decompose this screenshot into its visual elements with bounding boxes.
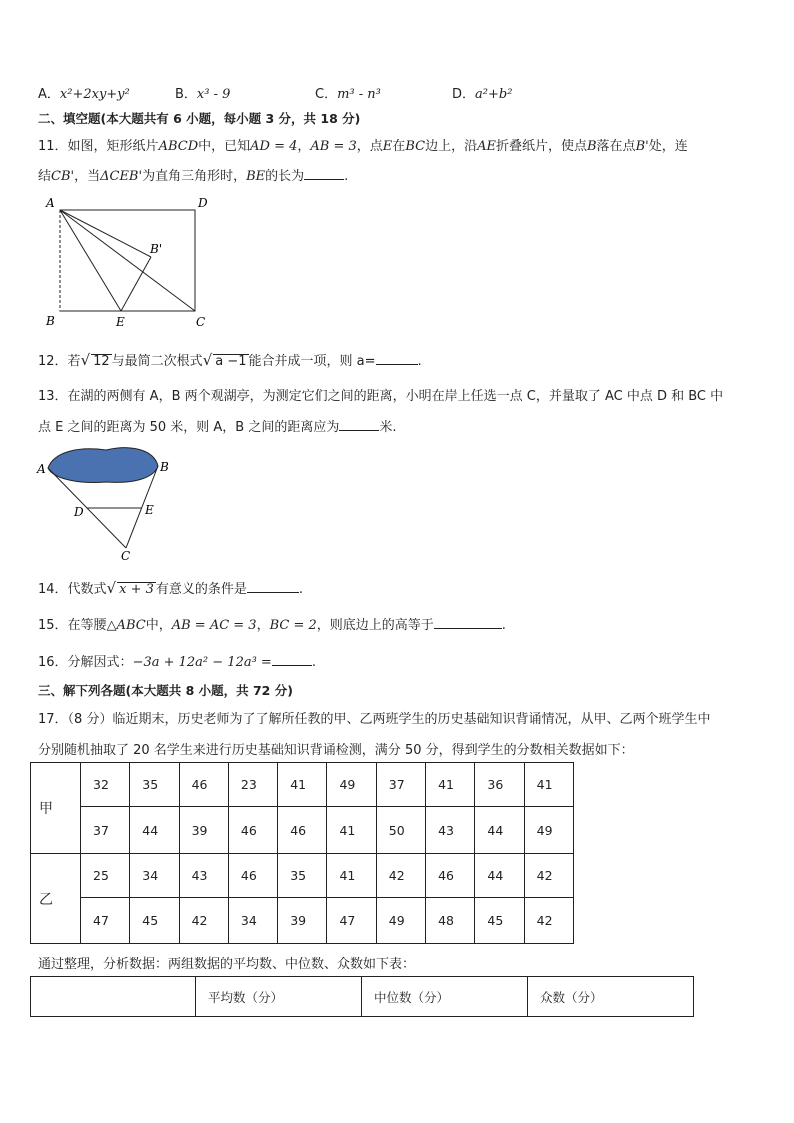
text: .: [311, 655, 316, 670]
text: 若: [67, 354, 81, 369]
score-cell: 39: [179, 807, 228, 854]
math: BE: [246, 169, 266, 184]
score-cell: 41: [327, 807, 376, 854]
lake-figure: [36, 440, 176, 565]
score-cell: 41: [327, 854, 376, 898]
score-cell: 47: [327, 898, 376, 944]
question-12: [38, 350, 422, 369]
math: AB = AC = 3: [171, 618, 257, 633]
option-a: [38, 83, 130, 102]
header-cell-empty: [31, 977, 196, 1017]
score-cell: 45: [130, 898, 179, 944]
question-number: 17．: [38, 712, 68, 727]
score-cell: 42: [524, 898, 573, 944]
segment-ae: [60, 210, 121, 311]
table-row: [31, 807, 574, 854]
question-number: 15．: [38, 618, 68, 633]
score-cell: 23: [228, 763, 277, 807]
lake-shape: [48, 448, 158, 483]
radical-sign: √: [202, 351, 213, 369]
text: 分解因式：: [67, 655, 133, 670]
question-15: [38, 614, 506, 633]
text: 在: [392, 139, 406, 154]
math: B': [635, 139, 649, 154]
radical-sign: √: [106, 579, 117, 597]
question-13-line-2: [38, 416, 397, 435]
score-cell: 34: [228, 898, 277, 944]
table-row: [31, 898, 574, 944]
option-expr: x³ - 9: [196, 87, 231, 102]
text: （8 分）临近期末，历史老师为了了解所任教的甲、乙两班学生的历史基础知识背诵情况，从甲、乙两个班学生中: [67, 712, 711, 727]
answer-blank[interactable]: [339, 418, 379, 431]
answer-blank[interactable]: [434, 616, 502, 629]
score-cell: 44: [475, 854, 524, 898]
score-cell: 47: [81, 898, 130, 944]
class-name-cell: 甲: [31, 763, 81, 854]
text: ，当: [74, 169, 101, 184]
math: AD = 4: [250, 139, 298, 154]
math: △ABC: [106, 618, 146, 633]
table-row: [31, 854, 574, 898]
question-16: [38, 651, 316, 670]
option-letter: D．: [452, 87, 476, 102]
radical-sign: √: [80, 351, 91, 369]
label-b: B: [160, 460, 169, 474]
option-expr: x²+2xy+y²: [59, 87, 130, 102]
math: B: [586, 139, 597, 154]
score-cell: 42: [524, 854, 573, 898]
math: CB': [51, 169, 75, 184]
score-cell: 41: [278, 763, 327, 807]
score-cell: 42: [179, 898, 228, 944]
text: 在等腰: [67, 618, 107, 633]
label-d: D: [74, 505, 84, 519]
option-expr: m³ - n³: [337, 87, 381, 102]
segment-eb-prime: [121, 257, 151, 311]
answer-blank[interactable]: [247, 580, 299, 593]
text: 边上，沿: [425, 139, 478, 154]
math-expression: −3a + 12a² − 12a³ =: [132, 655, 272, 670]
text: .: [417, 354, 422, 369]
math: BC = 2: [269, 618, 317, 633]
score-cell: 46: [179, 763, 228, 807]
option-c: [315, 83, 381, 102]
question-number: 13．: [38, 389, 68, 404]
label-b-prime: B': [150, 242, 163, 256]
score-cell: 46: [228, 807, 277, 854]
text: 代数式: [67, 582, 107, 597]
score-cell: 43: [179, 854, 228, 898]
answer-blank[interactable]: [376, 352, 418, 365]
score-cell: 49: [376, 898, 425, 944]
text: 的长为: [265, 169, 305, 184]
text: .: [501, 618, 506, 633]
header-cell-mean: 平均数（分）: [196, 977, 362, 1017]
label-d: D: [198, 196, 208, 210]
math: ABCD: [158, 139, 199, 154]
class-name-cell: 乙: [31, 854, 81, 944]
score-cell: 25: [81, 854, 130, 898]
analysis-header-row: [31, 977, 694, 1017]
text: ，: [297, 139, 311, 154]
score-cell: 43: [426, 807, 475, 854]
score-cell: 41: [524, 763, 573, 807]
text: 折叠纸片，使点: [495, 139, 587, 154]
text: ，: [256, 618, 270, 633]
math: E: [382, 139, 393, 154]
label-e: E: [145, 503, 154, 517]
radicand: x + 3: [119, 582, 154, 597]
radicand: a −1: [215, 354, 247, 369]
score-cell: 37: [81, 807, 130, 854]
score-cell: 35: [130, 763, 179, 807]
math: AB = 3: [310, 139, 357, 154]
score-cell: 44: [475, 807, 524, 854]
question-number: 16．: [38, 655, 68, 670]
math: AE: [477, 139, 496, 154]
math: BC: [405, 139, 426, 154]
radicand: 12: [93, 354, 110, 369]
analysis-intro: 通过整理，分析数据：两组数据的平均数、中位数、众数如下表：: [38, 957, 416, 972]
text: 在湖的两侧有 A，B 两个观湖亭，为测定它们之间的距离，小明在岸上任选一点 C，并量取了 AC 中点 D 和 BC 中: [67, 389, 724, 404]
score-cell: 49: [327, 763, 376, 807]
option-letter: B．: [175, 87, 197, 102]
question-11-line-2: [38, 165, 348, 184]
label-b: B: [46, 314, 55, 328]
score-cell: 46: [228, 854, 277, 898]
score-cell: 46: [426, 854, 475, 898]
text: 中，: [145, 618, 172, 633]
score-table: [30, 762, 574, 944]
score-cell: 45: [475, 898, 524, 944]
label-c: C: [196, 315, 206, 329]
text: 米.: [379, 420, 397, 435]
label-a: A: [46, 196, 55, 210]
text: 如图，矩形纸片: [67, 139, 159, 154]
text: ，点: [356, 139, 383, 154]
score-cell: 35: [278, 854, 327, 898]
text: .: [298, 582, 304, 597]
score-cell: 32: [81, 763, 130, 807]
text: 点 E 之间的距离为 50 米，则 A，B 之间的距离应为: [38, 420, 340, 435]
score-cell: 37: [376, 763, 425, 807]
option-d: [452, 83, 512, 102]
question-number: 14．: [38, 582, 68, 597]
score-cell: 44: [130, 807, 179, 854]
diagonal-ac: [60, 210, 195, 311]
question-17-line-2: [38, 739, 634, 758]
score-cell: 46: [278, 807, 327, 854]
question-number: 11．: [38, 139, 68, 154]
header-cell-median: 中位数（分）: [362, 977, 528, 1017]
score-cell: 50: [376, 807, 425, 854]
score-cell: 42: [376, 854, 425, 898]
score-cell: 39: [278, 898, 327, 944]
answer-blank[interactable]: [272, 653, 312, 666]
question-11-line-1: [38, 135, 688, 154]
text: .: [344, 169, 349, 184]
section-heading-solutions: 三、解下列各题(本大题共 8 小题，共 72 分): [38, 683, 293, 698]
text: 为直角三角形时，: [142, 169, 247, 184]
score-cell: 49: [524, 807, 573, 854]
table-row: [31, 763, 574, 807]
text: 有意义的条件是: [155, 582, 247, 597]
option-letter: C．: [315, 87, 338, 102]
text: 落在点: [596, 139, 636, 154]
section-heading-fill-in: 二、填空题(本大题共有 6 小题，每小题 3 分，共 18 分): [38, 111, 361, 126]
question-number: 12．: [38, 354, 68, 369]
text: 结: [38, 169, 52, 184]
question-17-line-1: [38, 708, 710, 727]
label-a: A: [37, 462, 46, 476]
label-c: C: [121, 549, 131, 563]
option-b: [175, 83, 230, 102]
question-14: [38, 578, 303, 597]
option-expr: a²+b²: [475, 87, 513, 102]
score-cell: 34: [130, 854, 179, 898]
option-letter: A．: [38, 87, 60, 102]
analysis-table: [30, 976, 694, 1017]
text: 能合并成一项，则 a=: [248, 354, 376, 369]
score-cell: 41: [426, 763, 475, 807]
rectangle-fold-figure: [38, 195, 228, 330]
question-13-line-1: [38, 385, 723, 404]
score-cell: 36: [475, 763, 524, 807]
label-e: E: [116, 315, 125, 329]
text: 中，已知: [198, 139, 251, 154]
header-cell-mode: 众数（分）: [528, 977, 694, 1017]
score-cell: 48: [426, 898, 475, 944]
text: 分别随机抽取了 20 名学生来进行历史基础知识背诵检测，满分 50 分，得到学生的分数相关数据如下：: [38, 743, 634, 758]
text: 与最简二次根式: [111, 354, 203, 369]
answer-blank[interactable]: [304, 167, 344, 180]
text: ，则底边上的高等于: [316, 618, 434, 633]
text: 处，连: [648, 139, 688, 154]
math: ΔCEB': [100, 169, 143, 184]
